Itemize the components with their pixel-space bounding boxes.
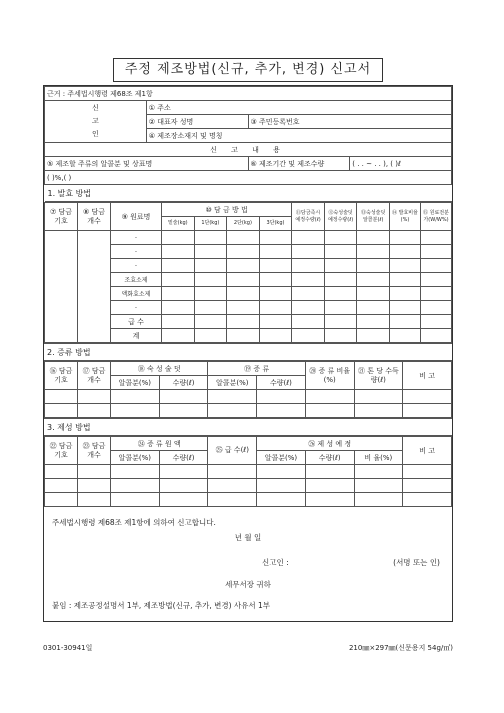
section2-heading-table — [44, 343, 452, 361]
s3-tank-count-header: ㉓ 담금개수 — [78, 437, 111, 465]
distillation-table — [44, 361, 452, 418]
declaration-block — [44, 507, 452, 621]
s2-sub-qty-2: 수량(ℓ) — [257, 376, 306, 390]
s3-plan-header: ㉖ 제 성 예 정 — [257, 437, 403, 451]
form-frame — [43, 85, 453, 622]
s2-remark-header: 비 고 — [403, 362, 452, 390]
form-number: 0301-30941일 — [43, 644, 93, 652]
rep-name-field[interactable]: ② 대표자 성명 — [146, 115, 248, 129]
s2-sub-alc-2: 알콜분(%) — [208, 376, 257, 390]
s1-tank-no-cell[interactable] — [45, 231, 78, 343]
s2-tank-no-header: ⑯ 담금기호 — [45, 362, 78, 390]
attachment-note: 붙임 : 제조공정설명서 1부, 제조방법(신규, 추가, 변경) 사유서 1부 — [52, 601, 271, 610]
form-page — [43, 58, 453, 622]
s1-tank-count-cell[interactable] — [78, 231, 111, 343]
s3-sub-ratio: 비 율(%) — [354, 451, 403, 465]
s2-ratio-header: ⑳ 증 류 비율(%) — [305, 362, 354, 390]
s3-water-header: ㉕ 급 수(ℓ) — [208, 437, 257, 465]
s1-material-row: · — [111, 231, 162, 245]
s1-sub-3: 3단(kg) — [259, 217, 292, 231]
product-kind-label: ⑤ 제조할 주류의 알콜분 및 상표명 — [45, 157, 249, 171]
reporter-label: 신고인 : — [262, 558, 289, 567]
recipient: 세무서장 귀하 — [225, 580, 271, 589]
section3-heading-table — [44, 418, 452, 436]
s3-sub-qty-2: 수량(ℓ) — [305, 451, 354, 465]
s1-c12-header: ⑫숙성술덧예정수량(ℓ) — [324, 203, 357, 231]
s3-remark-header: 비 고 — [403, 437, 452, 465]
s2-sub-qty: 수량(ℓ) — [159, 376, 208, 390]
s1-method-header: ⑩ 담 금 방 법 — [162, 203, 292, 217]
header-table — [44, 86, 452, 202]
s1-c15-header: ⑮ 원료전분가(W/W%) — [421, 203, 452, 231]
applicant-side-label: 신 고 인 — [45, 101, 147, 143]
s3-sub-alc-2: 알콜분(%) — [257, 451, 306, 465]
declaration-text: 주세법시행령 제68조 제1항에 의하여 신고합니다. — [52, 518, 216, 527]
reporter-line — [52, 557, 444, 569]
s1-material-header: ⑨ 원료명 — [111, 203, 162, 231]
s1-material-row: 조효소제 — [111, 273, 162, 287]
s2-mash-header: ⑱ 숙 성 술 덧 — [111, 362, 208, 376]
section3-heading: 3. 제성 방법 — [44, 419, 452, 436]
paper-spec: 210㎜×297㎜(신문용지 54g/㎡) — [348, 644, 453, 652]
resident-no-field[interactable]: ③ 주민등록번호 — [248, 115, 452, 129]
section1-heading: 1. 발효 방법 — [45, 185, 452, 202]
form-footer — [43, 643, 453, 653]
factory-field[interactable]: ④ 제조장소재지 및 명칭 — [146, 129, 451, 143]
s1-sub-1: 1단(kg) — [194, 217, 227, 231]
s2-dist-header: ⑲ 증 류 — [208, 362, 305, 376]
s2-yield-header: ㉑ 톤 당 수득량(ℓ) — [354, 362, 403, 390]
report-content-heading: 신 고 내 용 — [45, 143, 452, 157]
fermentation-table — [44, 202, 452, 343]
sign-label[interactable]: (서명 또는 인) — [393, 558, 440, 567]
s1-c11-header: ⑪담금즉시예정수량(ℓ) — [292, 203, 325, 231]
s1-tank-no-header: ⑦ 담금기호 — [45, 203, 78, 231]
s1-sub-2: 2단(kg) — [227, 217, 260, 231]
s1-material-row: · — [111, 245, 162, 259]
s2-sub-alc: 알콜분(%) — [111, 376, 160, 390]
s1-material-row: · — [111, 259, 162, 273]
basis-text: 근거 : 주세법시행령 제68조 제1항 — [45, 87, 452, 101]
product-period-value[interactable]: ( . . ~ . . ), ( )ℓ — [350, 157, 452, 171]
s1-c13-header: ⑬숙성술덧알콜분(ℓ) — [357, 203, 390, 231]
s1-tank-count-header: ⑧ 담금개수 — [78, 203, 111, 231]
section2-heading: 2. 증류 방법 — [44, 344, 452, 361]
product-period-label: ⑥ 제조기간 및 제조수량 — [248, 157, 350, 171]
s3-raw-header: ㉔ 증 류 원 액 — [111, 437, 208, 451]
date-line[interactable]: 년 월 일 — [234, 533, 262, 542]
form-title: 주정 제조방법(신규, 추가, 변경) 신고서 — [113, 58, 383, 82]
s3-sub-alc: 알콜분(%) — [111, 451, 160, 465]
s1-sub-0: 밑술(kg) — [162, 217, 195, 231]
blending-table — [44, 436, 452, 507]
address-field[interactable]: ① 주소 — [146, 101, 451, 115]
s1-material-row: 액화효소제 — [111, 287, 162, 301]
s3-tank-no-header: ㉒ 담금기호 — [45, 437, 78, 465]
product-kind-value[interactable]: ( )%,( ) — [45, 171, 452, 185]
s1-c14-header: ⑭ 발효비율(%) — [390, 203, 421, 231]
s3-sub-qty: 수량(ℓ) — [159, 451, 208, 465]
s1-material-row: 급 수 — [111, 315, 162, 329]
s1-material-row: · — [111, 301, 162, 315]
s2-tank-count-header: ⑰ 담금개수 — [78, 362, 111, 390]
s1-material-row: 계 — [111, 329, 162, 343]
